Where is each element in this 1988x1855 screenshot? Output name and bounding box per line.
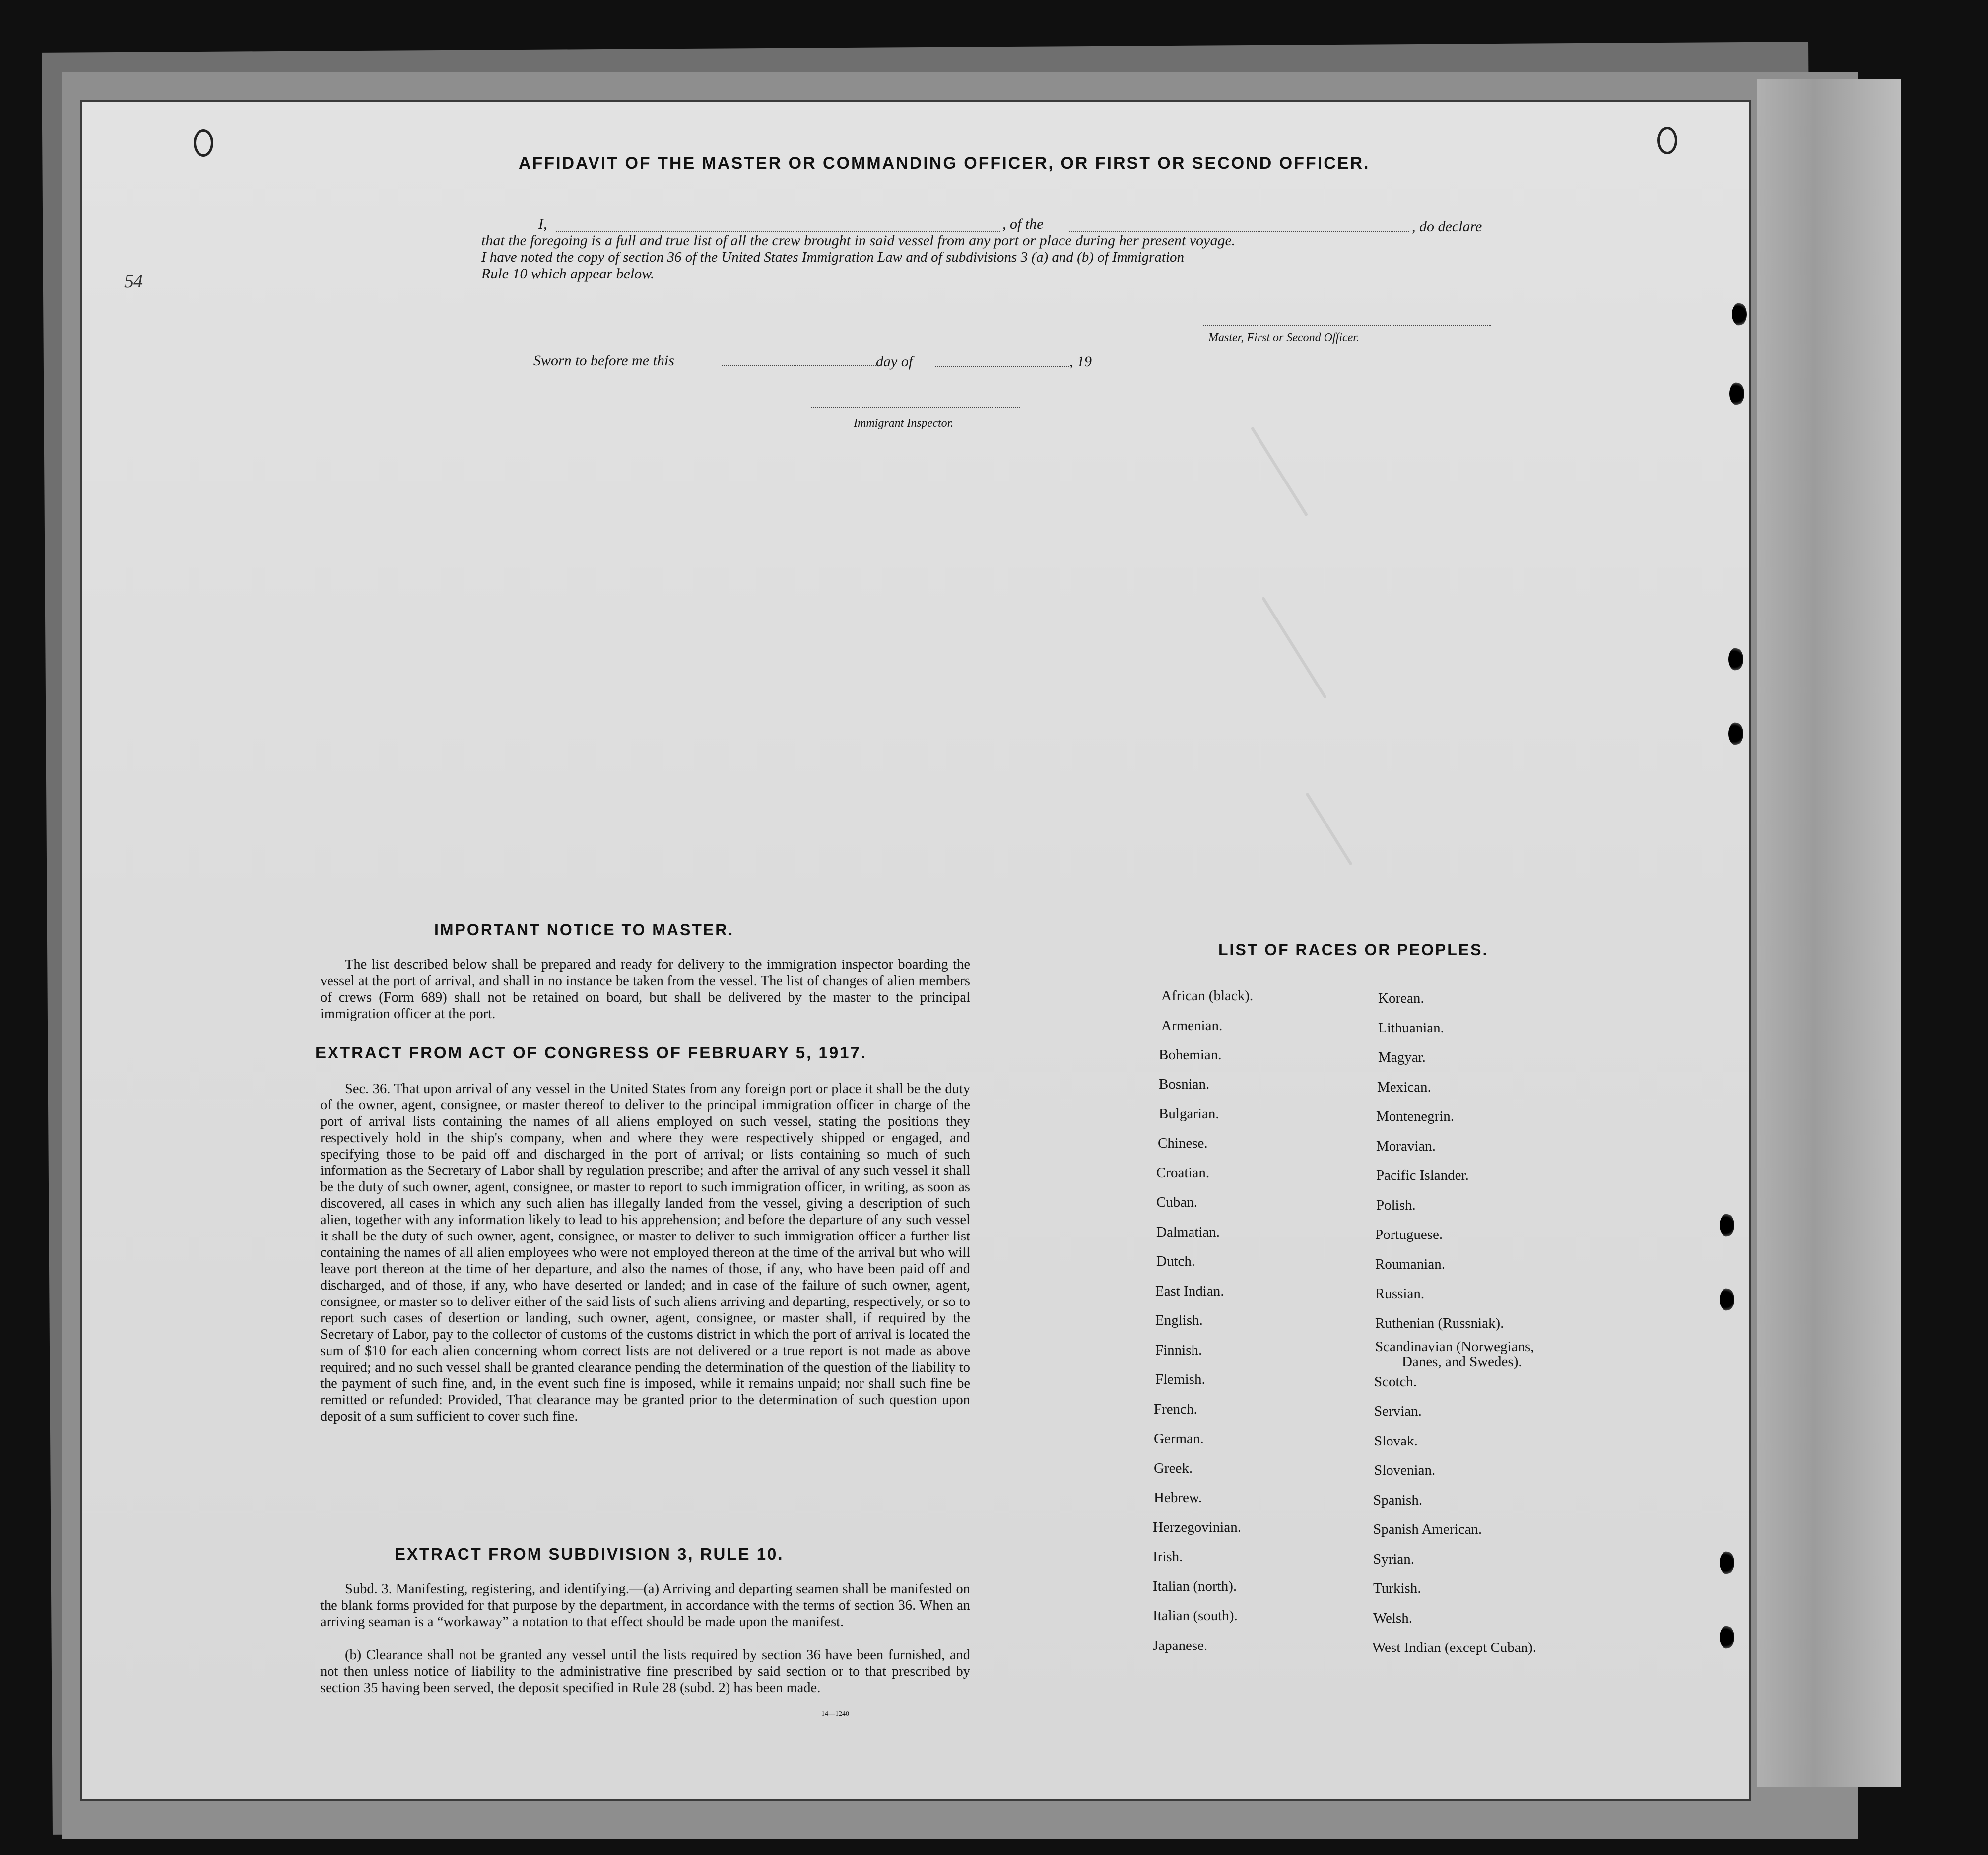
race-item: West Indian (except Cuban). <box>1372 1640 1537 1655</box>
binding-ring-icon <box>194 129 213 157</box>
race-item: Irish. <box>1153 1549 1183 1565</box>
race-item: Portuguese. <box>1375 1227 1443 1242</box>
form-number: 14—1240 <box>821 1710 849 1718</box>
race-item: Bulgarian. <box>1159 1106 1219 1122</box>
month-blank <box>935 366 1069 367</box>
race-item: Magyar. <box>1378 1049 1426 1065</box>
race-item: Welsh. <box>1373 1610 1413 1626</box>
race-item: Spanish American. <box>1373 1521 1482 1537</box>
race-item: Korean. <box>1378 990 1424 1006</box>
race-item: French. <box>1154 1401 1197 1417</box>
race-item: Hebrew. <box>1154 1490 1202 1506</box>
punch-hole-icon <box>1720 1214 1734 1237</box>
inspector-caption: Immigrant Inspector. <box>854 417 954 430</box>
race-item: Greek. <box>1154 1460 1193 1476</box>
race-item: Bosnian. <box>1159 1076 1210 1092</box>
affidavit-declare: , do declare <box>1412 218 1482 235</box>
race-item: Scandinavian (Norwegians, <box>1375 1339 1534 1355</box>
race-item: Mexican. <box>1377 1079 1431 1095</box>
race-item: German. <box>1154 1431 1204 1446</box>
punch-hole-icon <box>1729 382 1744 405</box>
binding-ring-icon <box>1657 127 1677 154</box>
affidavit-line-4: Rule 10 which appear below. <box>481 266 655 282</box>
race-item: Dutch. <box>1156 1253 1195 1269</box>
vessel-blank <box>1069 231 1409 232</box>
race-item: Spanish. <box>1373 1492 1423 1508</box>
punch-hole-icon <box>1728 648 1743 671</box>
race-item: English. <box>1155 1312 1203 1328</box>
race-item: Italian (south). <box>1153 1608 1238 1624</box>
document-page <box>82 102 1749 1799</box>
race-item: Armenian. <box>1161 1018 1223 1033</box>
notice-body: The list described below shall be prepared and ready for delivery to the immigration inspector boarding the vessel at the port of arrival, and shall in no instance be taken from the vessel. The list of changes of alien members of crews (Form 689) shall not be retained on board, but shall be delivered by the master to the principal immigration officer at the port. <box>320 957 970 1022</box>
race-item: Polish. <box>1376 1197 1416 1213</box>
race-item: East Indian. <box>1155 1283 1224 1299</box>
punch-hole-icon <box>1720 1288 1734 1311</box>
race-item: Cuban. <box>1156 1194 1197 1210</box>
affidavit-line-3: I have noted the copy of section 36 of the United States Immigration Law and of subdivisions 3 (a) and (b) of Immigration <box>481 249 1185 265</box>
affidavit-line-2: that the foregoing is a full and true list of all the crew brought in said vessel from any port or place during her present voyage. <box>481 232 1236 249</box>
stacked-page-edges <box>1757 79 1901 1787</box>
race-item: Italian (north). <box>1153 1579 1237 1594</box>
race-item: Moravian. <box>1376 1138 1436 1154</box>
race-item: Montenegrin. <box>1376 1108 1455 1124</box>
margin-note: 54 <box>124 271 143 292</box>
extract-rule-para-b: (b) Clearance shall not be granted any vessel until the lists required by section 36 have been furnished, and not then unless notice of liability to the administrative fine prescribed by said section or to that prescribed by section 35 having been served, the deposit specified in Rule 28 (subd. 2) has been made. <box>320 1648 970 1696</box>
race-item: Scotch. <box>1374 1374 1417 1390</box>
bleed-through-mark <box>1305 792 1352 865</box>
punch-hole-icon <box>1720 1551 1734 1574</box>
race-item: Slovenian. <box>1374 1462 1436 1478</box>
sworn-text: Sworn to before me this <box>533 352 674 369</box>
bleed-through-mark <box>1251 426 1308 516</box>
race-item: Turkish. <box>1373 1580 1421 1596</box>
race-item: Herzegovinian. <box>1153 1519 1241 1535</box>
race-item: Russian. <box>1375 1286 1425 1302</box>
race-item: Finnish. <box>1155 1342 1202 1358</box>
signature-line <box>1203 325 1491 326</box>
race-item: Danes, and Swedes). <box>1402 1354 1522 1370</box>
race-item: African (black). <box>1161 988 1254 1004</box>
race-item: Slovak. <box>1374 1433 1418 1449</box>
race-item: Chinese. <box>1158 1135 1208 1151</box>
race-item: Syrian. <box>1373 1551 1414 1567</box>
races-title: LIST OF RACES OR PEOPLES. <box>1218 941 1489 959</box>
year-text: , 19 <box>1069 353 1092 370</box>
day-of-text: day of <box>876 353 913 370</box>
race-item: Servian. <box>1374 1403 1422 1419</box>
affidavit-i: I, <box>538 216 547 232</box>
race-item: Roumanian. <box>1375 1256 1445 1272</box>
inspector-signature-line <box>811 407 1020 408</box>
race-item: Japanese. <box>1153 1638 1208 1653</box>
punch-hole-icon <box>1732 303 1747 326</box>
race-item: Dalmatian. <box>1156 1224 1220 1240</box>
race-item: Bohemian. <box>1159 1047 1222 1063</box>
race-item: Ruthenian (Russniak). <box>1375 1315 1504 1331</box>
extract-act-title: EXTRACT FROM ACT OF CONGRESS OF FEBRUARY 5, 1917. <box>315 1043 867 1062</box>
bleed-through-mark <box>1261 597 1327 699</box>
race-item: Croatian. <box>1156 1165 1210 1181</box>
affidavit-of-the: , of the <box>1002 216 1044 232</box>
affidavit-title: AFFIDAVIT OF THE MASTER OR COMMANDING OFFICER, OR FIRST OR SECOND OFFICER. <box>519 154 1370 173</box>
signature-caption: Master, First or Second Officer. <box>1208 331 1359 344</box>
race-item: Lithuanian. <box>1378 1020 1444 1036</box>
race-item: Flemish. <box>1155 1372 1205 1387</box>
extract-rule-title: EXTRACT FROM SUBDIVISION 3, RULE 10. <box>395 1545 784 1563</box>
extract-rule-para-a: Subd. 3. Manifesting, registering, and identifying.—(a) Arriving and departing seamen shall be manifested on the blank forms provided for that purpose by the department, in accordance with the terms of section 36. When an arriving seaman is a “workaway” a notation to that effect should be made upon the manifest. <box>320 1581 970 1630</box>
extract-act-body: Sec. 36. That upon arrival of any vessel in the United States from any foreign port or place it shall be the duty of the owner, agent, consignee, or master thereof to deliver to the principal immigration officer in charge of the port of arrival lists containing the names of all aliens employed on such vessel, stating the positions they respectively hold in the ship's company, when and where they were respectively shipped or engaged, and specifying those to be paid off and discharged in the port of arrival; or lists containing so much of such information as the Secretary of Labor shall by regulation prescribe; and after the arrival of any such vessel it shall be the duty of such owner, agent, consignee, or master to report to such immigration officer, in writing, as soon as discovered, all cases in which any such alien has illegally landed from the vessel, giving a description of such alien, together with any information likely to lead to his apprehension; and before the departure of any such vessel it shall be the duty of such owner, agent, consignee, or master to deliver to such immigration officer a further list containing the names of all alien employees who were not employed thereon at the time of the arrival but who will leave port thereon at the time of her departure, and also the names of those, if any, who have been paid off and discharged, and of those, if any, who have deserted or landed; and in case of the failure of such owner, agent, consignee, or master so to deliver either of the said lists of such aliens arriving and departing, respectively, or so to report such cases of desertion or landing, such owner, agent, consignee, or master shall, if required by the Secretary of Labor, pay to the collector of customs of the customs district in which the port of arrival is located the sum of $10 for each alien concerning whom correct lists are not delivered or a true report is not made as above required; and no such vessel shall be granted clearance pending the determination of the question of the liability to the payment of such fine, and, in the event such fine is imposed, while it remains unpaid; nor shall such fine be remitted or refunded: Provided, That clearance may be granted prior to the determination of such question upon deposit of a sum sufficient to cover such fine. <box>320 1081 970 1424</box>
punch-hole-icon <box>1728 722 1743 745</box>
sworn-day-blank <box>722 365 876 366</box>
race-item: Pacific Islander. <box>1376 1168 1469 1183</box>
notice-title: IMPORTANT NOTICE TO MASTER. <box>434 921 734 939</box>
punch-hole-icon <box>1720 1626 1734 1649</box>
name-blank <box>556 231 1000 232</box>
